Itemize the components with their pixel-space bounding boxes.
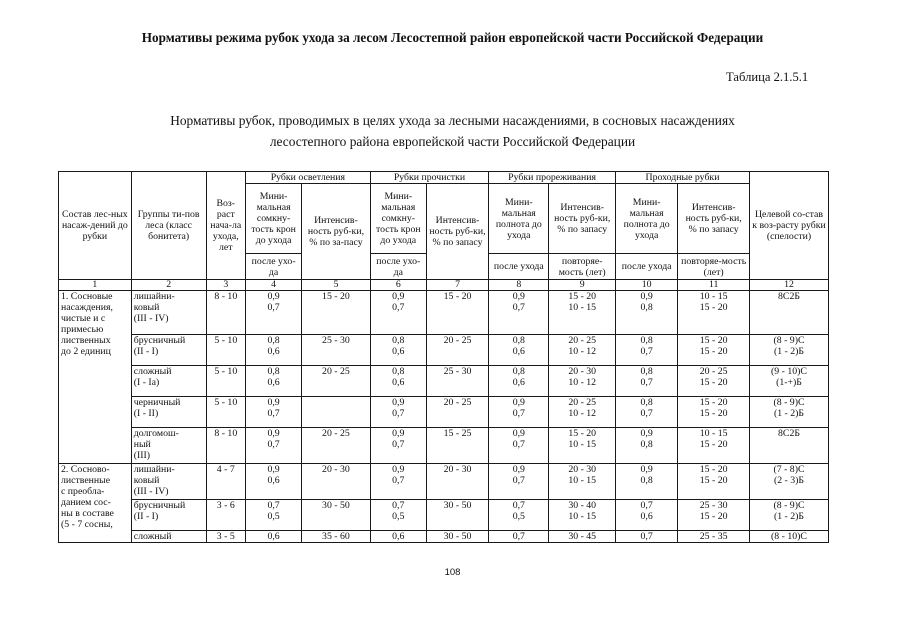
prokhod-intensity-cell-line: 25 - 30 [699, 500, 728, 511]
prored-intensity-cell [549, 291, 616, 335]
proch-min-cell-line: 0,5 [392, 511, 405, 522]
prokhod-min-cell-line: 0,7 [640, 346, 653, 357]
column-number: 12 [750, 280, 829, 291]
proch-min-cell-line: 0,7 [392, 475, 405, 486]
prored-intensity-cell [549, 366, 616, 397]
proch-min-cell-line: 0,6 [392, 377, 405, 388]
prokhod-intensity-header: Интенсив-ность руб-ки, % по запасу [678, 184, 750, 254]
age-cell: 3 - 6 [206, 500, 245, 531]
caption-line-1: Нормативы рубок, проводимых в целях ухода за лесными насаждениями, в сосновых насаждениях [170, 113, 735, 128]
target-cell-line: (1 - 2)Б [773, 346, 805, 357]
osv-intensity-cell: 20 - 25 [302, 366, 371, 397]
group-header-prochistka: Рубки прочистки [370, 172, 488, 184]
prokhod-intensity-cell [678, 428, 750, 464]
age-cell: 8 - 10 [206, 291, 245, 335]
forest-type-cell [131, 500, 206, 531]
forest-type-cell-line: сложный [133, 531, 172, 542]
proch-min-cell [370, 500, 426, 531]
proch-min-cell [370, 366, 426, 397]
prored-min-cell-line: 0,7 [512, 531, 525, 542]
prored-min-cell-line: 0,7 [512, 302, 525, 313]
prokhod-min-cell-line: 0,9 [640, 291, 653, 302]
prokhod-intensity-cell-line: 25 - 35 [699, 531, 728, 542]
target-cell-line: (2 - 3)Б [773, 475, 805, 486]
column-number: 7 [426, 280, 488, 291]
forest-type-cell-line: (II - I) [133, 511, 159, 522]
osv-min-cell-line: 0,6 [267, 346, 280, 357]
proch-intensity-cell: 15 - 25 [426, 428, 488, 464]
prored-min-cell [489, 291, 549, 335]
prored-intensity-cell-line: 10 - 15 [568, 511, 597, 522]
forest-type-cell [131, 397, 206, 428]
prored-intensity-cell-line: 20 - 25 [568, 397, 597, 408]
prored-min-cell-line: 0,9 [512, 428, 525, 439]
prokhod-min-header: Мини-мальная полнота до ухода [615, 184, 677, 254]
proch-min-cell [370, 397, 426, 428]
forest-type-cell-line: ный [133, 439, 151, 450]
prored-intensity-cell-line: 20 - 30 [568, 464, 597, 475]
composition-cell-line: чистые и с [61, 313, 106, 324]
prored-min-cell [489, 335, 549, 366]
column-number: 11 [678, 280, 750, 291]
forest-type-cell-line: (II - I) [133, 346, 159, 357]
prokhod-min-cell-line: 0,7 [640, 531, 653, 542]
table-row [59, 335, 829, 366]
composition-cell-line: примесью [61, 324, 104, 335]
prored-min-header: Мини-мальная полнота до ухода [489, 184, 549, 254]
prokhod-min-cell-line: 0,6 [640, 511, 653, 522]
prokhod-intensity-cell [678, 531, 750, 543]
osv-min-cell-line: 0,8 [267, 366, 280, 377]
proch-min-cell-line: 0,7 [392, 302, 405, 313]
prored-min-cell-line: 0,7 [512, 439, 525, 450]
column-number: 6 [370, 280, 426, 291]
prored-after-header: после ухода [489, 254, 549, 280]
prored-intensity-cell [549, 397, 616, 428]
prored-min-cell [489, 428, 549, 464]
prokhod-min-cell [615, 500, 677, 531]
osv-min-cell [246, 366, 302, 397]
target-cell-line: 8С2Б [778, 291, 800, 302]
forest-type-cell [131, 531, 206, 543]
page-number: 108 [444, 567, 461, 578]
proch-min-cell-line: 0,8 [392, 366, 405, 377]
target-cell [750, 397, 829, 428]
proch-min-cell-line: 0,6 [392, 346, 405, 357]
composition-cell-line: данием сос- [61, 497, 111, 508]
proch-intensity-cell: 30 - 50 [426, 531, 488, 543]
osv-intensity-cell: 20 - 25 [302, 428, 371, 464]
prored-intensity-cell-line: 10 - 15 [568, 475, 597, 486]
norms-table [58, 171, 829, 543]
composition-cell [59, 464, 132, 543]
proch-min-cell [370, 464, 426, 500]
target-cell [750, 500, 829, 531]
prokhod-intensity-cell-line: 10 - 15 [699, 428, 728, 439]
forest-type-cell-line: (I - Iа) [133, 377, 160, 388]
prored-intensity-cell-line: 10 - 15 [568, 302, 597, 313]
prored-intensity-cell-line: 30 - 40 [568, 500, 597, 511]
prored-min-cell-line: 0,7 [512, 475, 525, 486]
col-composition-header: Состав лес-ных насаж-дений до рубки [59, 172, 132, 280]
prokhod-min-cell [615, 464, 677, 500]
osv-min-cell-line: 0,9 [267, 397, 280, 408]
prokhod-min-cell [615, 531, 677, 543]
proch-min-cell [370, 291, 426, 335]
proch-intensity-cell: 20 - 30 [426, 464, 488, 500]
osv-min-cell [246, 428, 302, 464]
table-body [59, 291, 829, 543]
prokhod-intensity-cell [678, 500, 750, 531]
prored-min-cell-line: 0,8 [512, 335, 525, 346]
proch-min-cell-line: 0,7 [392, 439, 405, 450]
target-cell [750, 335, 829, 366]
prored-min-cell [489, 366, 549, 397]
prokhod-intensity-cell-line: 15 - 20 [699, 302, 728, 313]
composition-cell-line: лиственные [61, 475, 111, 486]
age-cell: 5 - 10 [206, 366, 245, 397]
proch-intensity-cell: 30 - 50 [426, 500, 488, 531]
forest-type-cell [131, 366, 206, 397]
forest-type-cell-line: ковый [133, 302, 160, 313]
table-row [59, 291, 829, 335]
table-row [59, 531, 829, 543]
prokhod-min-cell [615, 428, 677, 464]
osv-min-cell [246, 531, 302, 543]
proch-after-header: после ухо-да [370, 254, 426, 280]
osv-intensity-cell: 25 - 30 [302, 335, 371, 366]
column-number: 9 [549, 280, 616, 291]
proch-intensity-cell: 20 - 25 [426, 397, 488, 428]
target-cell-line: 8С2Б [778, 428, 800, 439]
prored-intensity-cell-line: 15 - 20 [568, 291, 597, 302]
composition-cell-line: насаждения, [61, 302, 113, 313]
prored-min-cell-line: 0,9 [512, 397, 525, 408]
osv-min-cell-line: 0,9 [267, 464, 280, 475]
column-number: 1 [59, 280, 132, 291]
proch-min-cell-line: 0,7 [392, 408, 405, 419]
age-cell: 5 - 10 [206, 335, 245, 366]
composition-cell-line: с преобла- [61, 486, 105, 497]
forest-type-cell [131, 428, 206, 464]
forest-type-cell [131, 464, 206, 500]
osv-intensity-cell: 35 - 60 [302, 531, 371, 543]
prored-intensity-cell-line: 10 - 15 [568, 439, 597, 450]
osv-intensity-cell [302, 397, 371, 428]
age-cell: 3 - 5 [206, 531, 245, 543]
prored-min-cell [489, 531, 549, 543]
prokhod-intensity-cell-line: 15 - 20 [699, 464, 728, 475]
osv-min-cell-line: 0,7 [267, 408, 280, 419]
forest-type-cell-line: (III) [133, 450, 151, 461]
page-title: Нормативы режима рубок ухода за лесом Лесостепной район европейской части Российской Федерации [141, 30, 764, 45]
prokhod-min-cell-line: 0,8 [640, 335, 653, 346]
prokhod-intensity-cell-line: 15 - 20 [699, 408, 728, 419]
proch-min-cell-line: 0,9 [392, 397, 405, 408]
prored-intensity-header: Интенсив-ность руб-ки, % по запасу [549, 184, 616, 254]
prored-min-cell-line: 0,6 [512, 377, 525, 388]
table-row [59, 397, 829, 428]
table-row [59, 366, 829, 397]
prokhod-intensity-cell-line: 15 - 20 [699, 335, 728, 346]
prored-intensity-cell-line: 20 - 30 [568, 366, 597, 377]
forest-type-cell-line: ковый [133, 475, 160, 486]
prokhod-intensity-cell-line: 15 - 20 [699, 346, 728, 357]
target-cell-line: (8 - 9)С [773, 335, 805, 346]
prokhod-intensity-cell-line: 15 - 20 [699, 511, 728, 522]
column-number: 2 [131, 280, 206, 291]
group-header-prokhodnye: Проходные рубки [615, 172, 749, 184]
osv-min-cell [246, 500, 302, 531]
col-target-header: Целевой со-став к воз-расту рубки (спелости) [750, 172, 829, 280]
osv-intensity-cell: 15 - 20 [302, 291, 371, 335]
proch-min-header: Мини-мальная сомкну-тость крон до ухода [370, 184, 426, 254]
osv-min-cell [246, 464, 302, 500]
prored-intensity-cell-line: 30 - 45 [568, 531, 597, 542]
prokhod-min-cell [615, 366, 677, 397]
prokhod-min-cell-line: 0,9 [640, 464, 653, 475]
forest-type-cell-line: лишайни- [133, 291, 175, 302]
prored-min-cell [489, 500, 549, 531]
osv-after-header: после ухо-да [246, 254, 302, 280]
osv-intensity-header: Интенсив-ность руб-ки, % по за-пасу [302, 184, 371, 280]
osv-min-cell-line: 0,6 [267, 475, 280, 486]
target-cell [750, 531, 829, 543]
target-cell-line: (1 - 2)Б [773, 511, 805, 522]
prored-min-cell [489, 464, 549, 500]
table-row [59, 464, 829, 500]
prokhod-min-cell [615, 291, 677, 335]
forest-type-cell-line: долгомош- [133, 428, 179, 439]
prokhod-intensity-cell [678, 397, 750, 428]
forest-type-cell [131, 291, 206, 335]
composition-cell-line: (5 - 7 сосны, [61, 519, 113, 530]
prored-intensity-cell-line: 10 - 12 [568, 408, 597, 419]
prokhod-min-cell [615, 335, 677, 366]
forest-type-cell-line: (III - IV) [133, 486, 169, 497]
prokhod-min-cell-line: 0,8 [640, 475, 653, 486]
group-header-prorezhivanie: Рубки прореживания [489, 172, 616, 184]
prokhod-intensity-cell-line: 10 - 15 [699, 291, 728, 302]
age-cell: 4 - 7 [206, 464, 245, 500]
prokhod-repeat-header: повторяе-мость (лет) [678, 254, 750, 280]
prokhod-intensity-cell-line: 15 - 20 [699, 439, 728, 450]
prokhod-min-cell [615, 397, 677, 428]
prokhod-min-cell-line: 0,7 [640, 500, 653, 511]
osv-min-cell-line: 0,6 [267, 377, 280, 388]
forest-type-cell-line: (I - II) [133, 408, 159, 419]
target-cell-line: (8 - 9)С [773, 500, 805, 511]
age-cell: 5 - 10 [206, 397, 245, 428]
osv-min-cell [246, 397, 302, 428]
proch-min-cell-line: 0,9 [392, 428, 405, 439]
target-cell-line: (1 - 2)Б [773, 408, 805, 419]
target-cell-line: (8 - 10)С [771, 531, 807, 542]
prokhod-after-header: после ухода [615, 254, 677, 280]
prokhod-min-cell-line: 0,8 [640, 397, 653, 408]
prokhod-min-cell-line: 0,9 [640, 428, 653, 439]
prokhod-min-cell-line: 0,8 [640, 366, 653, 377]
target-cell-line: (8 - 9)С [773, 397, 805, 408]
prored-min-cell-line: 0,9 [512, 464, 525, 475]
caption-line-2: лесостепного района европейской части Российской Федерации [269, 134, 636, 149]
proch-min-cell-line: 0,8 [392, 335, 405, 346]
osv-min-cell-line: 0,8 [267, 335, 280, 346]
prokhod-min-cell-line: 0,7 [640, 377, 653, 388]
forest-type-cell-line: брусничный [133, 335, 186, 346]
prokhod-intensity-cell-line: 15 - 20 [699, 475, 728, 486]
proch-min-cell-line: 0,9 [392, 291, 405, 302]
prokhod-intensity-cell [678, 291, 750, 335]
prored-min-cell-line: 0,8 [512, 366, 525, 377]
prored-min-cell [489, 397, 549, 428]
prored-min-cell-line: 0,6 [512, 346, 525, 357]
table-row [59, 500, 829, 531]
prokhod-intensity-cell [678, 464, 750, 500]
prokhod-intensity-cell [678, 335, 750, 366]
osv-min-cell-line: 0,9 [267, 291, 280, 302]
table-row [59, 428, 829, 464]
proch-min-cell [370, 335, 426, 366]
target-cell [750, 428, 829, 464]
prokhod-intensity-cell [678, 366, 750, 397]
forest-type-cell-line: лишайни- [133, 464, 175, 475]
column-number: 5 [302, 280, 371, 291]
group-header-osvetlenie: Рубки осветления [246, 172, 371, 184]
age-cell: 8 - 10 [206, 428, 245, 464]
composition-cell-line: ны в составе [61, 508, 114, 519]
osv-min-cell-line: 0,9 [267, 428, 280, 439]
column-number: 3 [206, 280, 245, 291]
forest-type-cell-line: (III - IV) [133, 313, 169, 324]
proch-min-cell-line: 0,6 [392, 531, 405, 542]
table-caption [90, 110, 815, 152]
composition-cell-line: 2. Сосново- [61, 464, 110, 475]
prored-min-cell-line: 0,7 [512, 500, 525, 511]
prored-intensity-cell [549, 464, 616, 500]
prokhod-intensity-cell-line: 15 - 20 [699, 397, 728, 408]
osv-min-cell [246, 335, 302, 366]
composition-cell-line: до 2 единиц [61, 346, 111, 357]
col-age-header: Воз-раст нача-ла ухода, лет [206, 172, 245, 280]
forest-type-cell-line: брусничный [133, 500, 186, 511]
forest-type-cell-line: черничный [133, 397, 181, 408]
osv-intensity-cell: 20 - 30 [302, 464, 371, 500]
osv-min-cell-line: 0,7 [267, 500, 280, 511]
prokhod-min-cell-line: 0,7 [640, 408, 653, 419]
prored-intensity-cell-line: 20 - 25 [568, 335, 597, 346]
proch-min-cell [370, 428, 426, 464]
prokhod-intensity-cell-line: 20 - 25 [699, 366, 728, 377]
osv-min-cell-line: 0,7 [267, 439, 280, 450]
forest-type-cell [131, 335, 206, 366]
target-cell [750, 291, 829, 335]
composition-cell [59, 291, 132, 464]
prored-intensity-cell-line: 15 - 20 [568, 428, 597, 439]
target-cell [750, 366, 829, 397]
proch-min-cell-line: 0,9 [392, 464, 405, 475]
forest-type-cell-line: сложный [133, 366, 172, 377]
prored-min-cell-line: 0,5 [512, 511, 525, 522]
prored-intensity-cell [549, 428, 616, 464]
proch-min-cell [370, 531, 426, 543]
target-cell [750, 464, 829, 500]
proch-intensity-cell: 20 - 25 [426, 335, 488, 366]
proch-intensity-header: Интенсив-ность руб-ки, % по запасу [426, 184, 488, 280]
proch-intensity-cell: 25 - 30 [426, 366, 488, 397]
prokhod-min-cell-line: 0,8 [640, 302, 653, 313]
prored-intensity-cell-line: 10 - 12 [568, 346, 597, 357]
prokhod-min-cell-line: 0,8 [640, 439, 653, 450]
prored-intensity-cell [549, 500, 616, 531]
col-forest-type-header: Группы ти-пов леса (класс бонитета) [131, 172, 206, 280]
osv-min-cell-line: 0,5 [267, 511, 280, 522]
column-number: 8 [489, 280, 549, 291]
column-number: 10 [615, 280, 677, 291]
column-number: 4 [246, 280, 302, 291]
composition-cell-line: лиственных [61, 335, 111, 346]
prored-intensity-cell-line: 10 - 12 [568, 377, 597, 388]
prored-min-cell-line: 0,9 [512, 291, 525, 302]
prokhod-intensity-cell-line: 15 - 20 [699, 377, 728, 388]
prored-intensity-cell [549, 531, 616, 543]
proch-min-cell-line: 0,7 [392, 500, 405, 511]
osv-min-cell-line: 0,6 [267, 531, 280, 542]
target-cell-line: (9 - 10)С [771, 366, 807, 377]
table-number: Таблица 2.1.5.1 [726, 70, 809, 84]
osv-min-cell [246, 291, 302, 335]
target-cell-line: (7 - 8)С [773, 464, 805, 475]
prored-intensity-cell [549, 335, 616, 366]
osv-min-header: Мини-мальная сомкну-тость крон до ухода [246, 184, 302, 254]
osv-intensity-cell: 30 - 50 [302, 500, 371, 531]
target-cell-line: (1-+)Б [776, 377, 802, 388]
proch-intensity-cell: 15 - 20 [426, 291, 488, 335]
prored-repeat-header: повторяе-мость (лет) [549, 254, 616, 280]
osv-min-cell-line: 0,7 [267, 302, 280, 313]
prored-min-cell-line: 0,7 [512, 408, 525, 419]
composition-cell-line: 1. Сосновые [61, 291, 113, 302]
